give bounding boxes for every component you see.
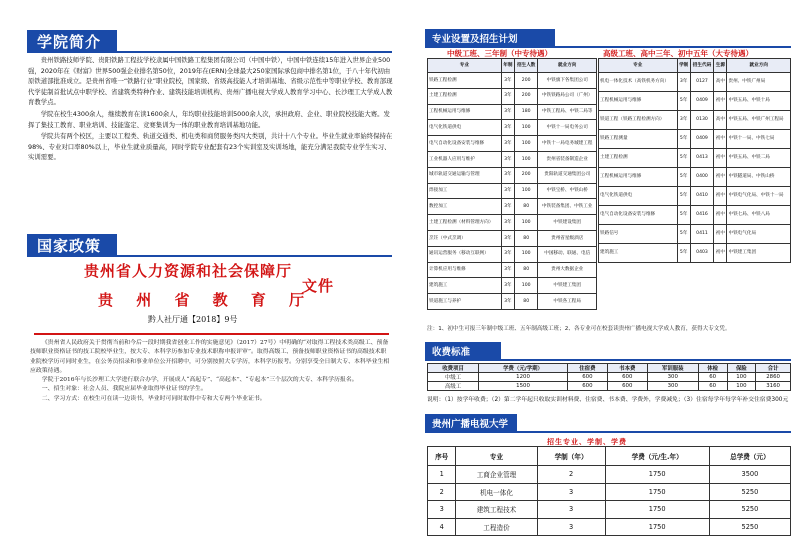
table-cell: 300 <box>647 373 698 382</box>
table-cell: 机电一体化技术（高铁机务方向） <box>599 73 678 92</box>
table-cell: 工程造价 <box>456 518 537 536</box>
table-cell: 学费（元/生.年） <box>605 447 709 466</box>
table-cell: 建筑施工 <box>428 278 502 294</box>
table-cell: 中铁工程局、中铁二局等 <box>538 104 597 120</box>
tv-university-section-title: 贵州广播电视大学 <box>425 414 517 431</box>
table-row <box>428 183 597 199</box>
table-cell: 合计 <box>756 364 791 373</box>
table-cell: 贵州、中铁广州局 <box>727 73 791 92</box>
table-cell: 3年 <box>677 73 690 92</box>
table-cell: 100 <box>515 246 538 262</box>
table-cell: 600 <box>567 373 607 382</box>
table-cell: 初中 <box>714 168 727 187</box>
table-cell: 建筑工程技术 <box>456 501 537 519</box>
table-cell: 0416 <box>690 206 713 225</box>
table-cell: 电气化铁道供电 <box>428 120 502 136</box>
table-cell: 0411 <box>690 225 713 244</box>
table-cell: 3年 <box>501 230 514 246</box>
table-cell: 建筑施工 <box>599 244 678 263</box>
table-cell: 工程机械运用与维修 <box>599 168 678 187</box>
table-cell: 初中 <box>714 244 727 263</box>
table-cell: 电气自动化设备安装与维修 <box>599 206 678 225</box>
policy-paragraph: 一、招生对象：社会人员、我院应届毕业取得毕业证书的学生。 <box>41 386 207 393</box>
table-row <box>428 120 597 136</box>
table-row <box>428 88 597 104</box>
table-cell: 200 <box>515 167 538 183</box>
table-cell: 4 <box>428 518 456 536</box>
table-row <box>428 199 597 215</box>
table-cell: 中铁隧道局、中铁山桥 <box>727 168 791 187</box>
table-cell: 600 <box>607 382 647 391</box>
table-row <box>599 92 791 111</box>
red-rule-divider <box>34 333 389 335</box>
table-cell: 体检 <box>698 364 727 373</box>
table-cell: 0409 <box>690 130 713 149</box>
table-cell: 5年 <box>677 130 690 149</box>
table-cell: 烹饪（中式烹调） <box>428 230 502 246</box>
table-cell: 初中 <box>714 92 727 111</box>
table-header-row <box>428 447 791 466</box>
table-cell: 3年 <box>501 183 514 199</box>
table-cell: 5250 <box>709 501 790 519</box>
table-cell: 3年 <box>501 199 514 215</box>
table-header-row <box>428 364 791 373</box>
table-cell: 中铁旗下各集团公司 <box>538 73 597 89</box>
table-row <box>599 73 791 92</box>
table-cell: 5年 <box>677 225 690 244</box>
table-cell: 收费项目 <box>428 364 479 373</box>
table-cell: 300 <box>647 382 698 391</box>
table-cell: 学费（元/学期） <box>479 364 568 373</box>
table-cell: 0127 <box>690 73 713 92</box>
table-row <box>599 187 791 206</box>
fee-table <box>427 363 791 391</box>
table-cell: 中铁电气化局、中铁十一局 <box>727 187 791 206</box>
table-cell: 城市轨道交通运输与管理 <box>428 167 502 183</box>
table-cell: 铁路信号 <box>599 225 678 244</box>
table-cell: 5年 <box>677 168 690 187</box>
table-row <box>428 73 597 89</box>
table-cell: 贵州省星级酒店 <box>538 230 597 246</box>
fee-note: 说明：（1）按学年收费；（2）第二学年起只收取实训材料费、住宿费、书本费、学费外，学费减免；（3）住宿每学年每学年补交住宿费300元 <box>427 397 789 403</box>
table-cell: 100 <box>515 120 538 136</box>
table-row <box>599 149 791 168</box>
table-cell: 100 <box>727 373 756 382</box>
table-cell: 3年 <box>501 294 514 310</box>
table-cell: 高中 <box>714 73 727 92</box>
tv-subtitle: 招生专业、学制、学费 <box>547 438 627 446</box>
table-cell: 100 <box>515 151 538 167</box>
table-cell: 3160 <box>756 382 791 391</box>
spec-note: 注：1、初中生可报三年制中级工班、五年制高级工班；2、各专业可在校套读贵州广播电视大学成人教育，获得大专文凭。 <box>427 326 731 332</box>
intro-paragraph: 学院共有两个校区，主要以工程类、轨道交通类、机电类和商贸服务类四大类别，共计十八个专业。毕业生就业率始终保持在98%、专业对口率80%以上，毕业生就业质量高，同时学院专业配套有23个实训室及实训场地，能充分满足我院专业学生实习、实训需要。 <box>28 132 393 162</box>
high-level-table <box>598 58 791 263</box>
table-cell: 初中 <box>714 206 727 225</box>
table-cell: 3年 <box>501 262 514 278</box>
issuer-title-hr: 贵州省人力资源和社会保障厅 <box>84 262 293 280</box>
table-cell: 序号 <box>428 447 456 466</box>
table-cell: 0130 <box>690 111 713 130</box>
table-cell: 中铁电气化局 <box>727 225 791 244</box>
table-cell: 2860 <box>756 373 791 382</box>
table-cell: 中铁建设集团 <box>538 215 597 231</box>
policy-paragraph: 学院于2016年与长沙理工大学进行联合办学，开展成人“高起专”、“高起本”、“专起本”三个层次的大专、本科学历报名。 <box>41 377 358 384</box>
table-row <box>428 278 597 294</box>
table-cell: 中铁十一局电务公司 <box>538 120 597 136</box>
table-cell: 180 <box>515 104 538 120</box>
table-cell: 中铁建工集团 <box>538 278 597 294</box>
table-cell: 工程机械运用与维修 <box>428 104 502 120</box>
intro-section-title: 学院简介 <box>27 30 117 51</box>
table-row <box>428 382 791 391</box>
table-cell: 3 <box>537 518 605 536</box>
table-cell: 贵州省装备制造企业 <box>538 151 597 167</box>
table-row <box>428 294 597 310</box>
table-cell: 铁路工程检测 <box>428 73 502 89</box>
table-cell: 5年 <box>677 149 690 168</box>
table-cell: 5年 <box>677 244 690 263</box>
table-cell: 5250 <box>709 518 790 536</box>
table-cell: 土建工程检测 <box>428 88 502 104</box>
table-cell: 80 <box>515 230 538 246</box>
mid-level-table <box>427 58 597 310</box>
table-row <box>428 136 597 152</box>
table-cell: 电气化铁道供电 <box>599 187 678 206</box>
table-cell: 1 <box>428 466 456 484</box>
tv-fee-table <box>427 446 791 536</box>
table-cell: 1200 <box>479 373 568 382</box>
table-cell: 工业机器人应用与维护 <box>428 151 502 167</box>
table-cell: 3年 <box>501 136 514 152</box>
table-cell: 3 <box>537 483 605 501</box>
table-cell: 1750 <box>605 501 709 519</box>
table-cell: 3年 <box>501 88 514 104</box>
table-cell: 1750 <box>605 466 709 484</box>
intro-text <box>28 55 394 164</box>
table-cell: 高级工 <box>428 382 479 391</box>
table-row <box>428 246 597 262</box>
document-number: 黔人社厅通【2018】9号 <box>148 315 238 324</box>
table-cell: 100 <box>515 278 538 294</box>
mid-level-heading: 中级工班、三年制（中专待遇） <box>447 49 552 58</box>
table-row <box>428 483 791 501</box>
table-row <box>428 104 597 120</box>
table-row <box>599 206 791 225</box>
table-cell: 1750 <box>605 483 709 501</box>
tv-divider <box>425 431 791 433</box>
fee-section-title: 收费标准 <box>425 342 501 359</box>
table-cell: 200 <box>515 73 538 89</box>
table-cell: 中铁十一局、中铁七局 <box>727 130 791 149</box>
table-cell: 土建工程检测 <box>599 149 678 168</box>
table-cell: 书本费 <box>607 364 647 373</box>
intro-paragraph: 贵州铁路技师学院、贵阳铁路工程技学校隶属中国铁路工程集团有限公司（中国中铁），中国中铁连续15年进入世界企业500强，2020年在《财富》世界500强企业排名第50位，2019年在(ERN)全球最大250家国际承包商中排名第1位，于八十年代初由原铁道部批准成立。是贵州省唯一“铁路行业”职业院校，国家级、省级高技能人才培训基地、省级示范性中等职业学校、教育部现代学徒制首批试点中职学校、省建筑类特种作业、建筑技能培训机构、贵州广播电视大学成人教育学习中心、长沙理工大学成人教育教学点。 <box>28 56 393 107</box>
column-header: 专业 <box>428 59 502 73</box>
table-cell: 中铁五局、中铁二局 <box>727 149 791 168</box>
table-cell: 中铁五局、中铁广州工程局 <box>727 111 791 130</box>
table-cell: 5年 <box>677 92 690 111</box>
table-cell: 3年 <box>501 278 514 294</box>
table-cell: 中铁五局、中铁十局 <box>727 92 791 111</box>
table-cell: 初中 <box>714 130 727 149</box>
table-cell: 3年 <box>677 111 690 130</box>
policy-section-title: 国家政策 <box>27 234 117 255</box>
table-cell: 土建工程检测（材料管理方向） <box>428 215 502 231</box>
column-header: 招生人数 <box>515 59 538 73</box>
table-cell: 贵州大数据企业 <box>538 262 597 278</box>
table-cell: 初中 <box>714 187 727 206</box>
table-cell: 中铁装备集团、中铁工业 <box>538 199 597 215</box>
intro-divider <box>27 51 392 53</box>
table-cell: 5250 <box>709 483 790 501</box>
table-header-row <box>428 59 597 73</box>
table-cell: 铁路工程测量 <box>599 130 678 149</box>
table-row <box>428 518 791 536</box>
table-cell: 600 <box>607 373 647 382</box>
table-cell: 中铁七局、中铁八局 <box>727 206 791 225</box>
table-cell: 0413 <box>690 149 713 168</box>
column-header: 就业方向 <box>538 59 597 73</box>
table-cell: 计算机应用与维修 <box>428 262 502 278</box>
table-header-row <box>599 59 791 73</box>
table-cell: 0409 <box>690 92 713 111</box>
policy-paragraph: 二、学习方式：在校生可在读一边读书，毕业时可同时取得中专和大专两个毕业证书。 <box>41 395 266 402</box>
table-cell: 0400 <box>690 168 713 187</box>
table-cell: 贵阳轨道交通集团公司 <box>538 167 597 183</box>
document-label: 文件 <box>302 277 335 295</box>
table-row <box>599 225 791 244</box>
table-row <box>428 501 791 519</box>
table-cell: 高中 <box>714 111 727 130</box>
table-cell: 5年 <box>677 206 690 225</box>
table-cell: 通讯运营服务（移动互联网） <box>428 246 502 262</box>
table-row <box>428 167 597 183</box>
table-cell: 中国移动、联通、电信 <box>538 246 597 262</box>
right-page <box>405 0 800 543</box>
table-cell: 80 <box>515 294 538 310</box>
table-cell: 初中 <box>714 225 727 244</box>
table-cell: 铁道施工与养护 <box>428 294 502 310</box>
table-cell: 3 <box>428 501 456 519</box>
column-header: 年制 <box>501 59 514 73</box>
table-cell: 1500 <box>479 382 568 391</box>
table-cell: 100 <box>515 136 538 152</box>
table-cell: 3年 <box>501 215 514 231</box>
table-cell: 80 <box>515 262 538 278</box>
table-cell: 1750 <box>605 518 709 536</box>
table-cell: 机电一体化 <box>456 483 537 501</box>
spec-section-title: 专业设置及招生计划 <box>425 29 555 46</box>
table-row <box>428 466 791 484</box>
table-cell: 3 <box>537 501 605 519</box>
table-cell: 保险 <box>727 364 756 373</box>
table-cell: 总学费（元） <box>709 447 790 466</box>
table-cell: 100 <box>515 215 538 231</box>
table-cell: 中铁建工集团 <box>727 244 791 263</box>
policy-divider <box>27 255 392 257</box>
table-cell: 200 <box>515 88 538 104</box>
table-cell: 中铁宝桥、中铁山桥 <box>538 183 597 199</box>
table-cell: 中铁铁路局公司（广州） <box>538 88 597 104</box>
table-cell: 军训服装 <box>647 364 698 373</box>
table-cell: 3年 <box>501 73 514 89</box>
table-cell: 3500 <box>709 466 790 484</box>
table-cell: 铁道工程（铁路工程检测方向） <box>599 111 678 130</box>
table-cell: 3年 <box>501 167 514 183</box>
column-header: 学制 <box>677 59 690 73</box>
intro-paragraph: 学院在校生4300余人，继续教育在读1600余人，年均职业技能培训5000余人次，承担政府、企业、职业院校技能大赛。发挥了集技工教育、职业培训、技能鉴定、竞赛集训为一体的职业教育培训基地功能。 <box>28 109 390 129</box>
table-row <box>599 168 791 187</box>
table-row <box>599 244 791 263</box>
table-cell: 工程机械运用与维修 <box>599 92 678 111</box>
column-header: 就业方向 <box>727 59 791 73</box>
table-cell: 中铁各工程局 <box>538 294 597 310</box>
table-row <box>428 215 597 231</box>
table-cell: 中铁十一局电务城建工程 <box>538 136 597 152</box>
table-cell: 3年 <box>501 120 514 136</box>
table-cell: 3年 <box>501 246 514 262</box>
table-cell: 焊接加工 <box>428 183 502 199</box>
table-cell: 专业 <box>456 447 537 466</box>
table-cell: 3年 <box>501 104 514 120</box>
table-row <box>428 373 791 382</box>
table-cell: 2 <box>537 466 605 484</box>
table-cell: 3年 <box>501 151 514 167</box>
table-row <box>599 130 791 149</box>
table-cell: 100 <box>515 183 538 199</box>
table-cell: 中级工 <box>428 373 479 382</box>
table-cell: 工商企业管理 <box>456 466 537 484</box>
table-row <box>599 111 791 130</box>
high-level-heading: 高级工班、高中三年、初中五年（大专待遇） <box>603 49 753 58</box>
table-cell: 0403 <box>690 244 713 263</box>
table-cell: 数控加工 <box>428 199 502 215</box>
fee-divider <box>425 359 791 361</box>
column-header: 专业 <box>599 59 678 73</box>
table-row <box>428 151 597 167</box>
table-cell: 学制（年） <box>537 447 605 466</box>
table-cell: 0410 <box>690 187 713 206</box>
table-cell: 电气自动化设备安装与维修 <box>428 136 502 152</box>
issuer-title-edu: 贵 州 省 教 育 厅 <box>98 291 314 309</box>
table-cell: 60 <box>698 382 727 391</box>
table-cell: 80 <box>515 199 538 215</box>
table-cell: 5年 <box>677 187 690 206</box>
column-header: 招生代码 <box>690 59 713 73</box>
table-cell: 住宿费 <box>567 364 607 373</box>
table-cell: 600 <box>567 382 607 391</box>
table-cell: 100 <box>727 382 756 391</box>
table-row <box>428 262 597 278</box>
policy-body <box>30 339 392 404</box>
table-row <box>428 230 597 246</box>
column-header: 生源 <box>714 59 727 73</box>
policy-paragraph: 《贵州省人民政府关于贯彻当前和今后一段时期我省创业工作的实施意见》（2017）27号）中明确的“对取得工程技术类高级工、预备技师职业资格证书的技工院校毕业生，按大专、本科学历参加专业技术职称申报评审”。取得高级工、预备技师职业资格证书的高级技术职业院校学历可同时业生，在公务员招录和事业单位公开招聘中，可分别按照大专学历，本科学历报考。分别享受全日制大专、本科毕业生相应政策待遇。 <box>30 340 390 374</box>
table-cell: 初中 <box>714 149 727 168</box>
table-cell: 2 <box>428 483 456 501</box>
table-cell: 60 <box>698 373 727 382</box>
